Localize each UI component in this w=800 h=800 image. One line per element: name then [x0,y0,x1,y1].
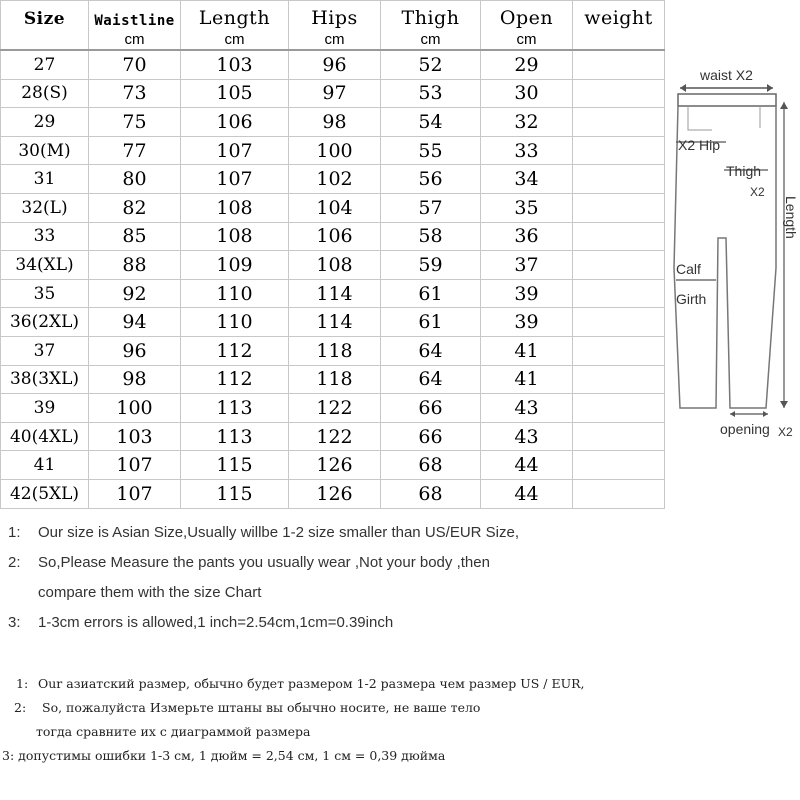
cell-thigh: 61 [381,279,481,308]
cell-open: 37 [481,251,573,280]
cell-waistline: 107 [89,479,181,508]
notes-russian [2,673,788,769]
cell-thigh: 52 [381,50,481,79]
cell-waistline: 82 [89,193,181,222]
cell-open: 39 [481,279,573,308]
note-en-3-number: 3: [8,614,21,631]
cell-hips: 100 [289,136,381,165]
table-row [1,336,665,365]
table-row [1,50,665,79]
header-hips: Hips [289,1,381,32]
cell-length: 115 [181,479,289,508]
cell-waistline: 73 [89,79,181,108]
cell-open: 34 [481,165,573,194]
cell-weight [573,136,665,165]
table-row [1,108,665,137]
note-ru-2-number: 2: [14,700,27,715]
cell-weight [573,108,665,137]
table-row [1,365,665,394]
table-body [1,50,665,508]
note-en-3 [8,612,788,642]
note-en-2-text: So,Please Measure the pants you usually wear ,Not your body ,then [38,554,490,571]
header-waistline: Waistline [89,1,181,32]
note-en-1 [8,522,788,552]
cell-length: 108 [181,222,289,251]
cell-thigh: 64 [381,365,481,394]
table-row [1,279,665,308]
waist-label: waist X2 [700,67,753,83]
cell-open: 41 [481,365,573,394]
cell-open: 33 [481,136,573,165]
table-row [1,479,665,508]
note-en-3-text: 1-3cm errors is allowed,1 inch=2.54cm,1cm=0.39inch [38,614,394,631]
length-label: Length [783,196,799,239]
table-row [1,451,665,480]
cell-weight [573,394,665,423]
unit-weight [573,31,665,50]
cell-hips: 126 [289,451,381,480]
unit-hips: cm [289,31,381,50]
cell-hips: 118 [289,336,381,365]
cell-weight [573,251,665,280]
cell-waistline: 92 [89,279,181,308]
table-row [1,136,665,165]
hip-label: X2 Hip [678,137,721,153]
cell-open: 36 [481,222,573,251]
header-weight: weight [573,1,665,32]
cell-waistline: 88 [89,251,181,280]
note-ru-3-text: допустимы ошибки 1-3 см, 1 дюйм = 2,54 см, 1 см = 0,39 дюйма [18,748,446,763]
cell-thigh: 68 [381,451,481,480]
cell-hips: 122 [289,394,381,423]
cell-length: 105 [181,79,289,108]
table-row [1,165,665,194]
cell-waistline: 103 [89,422,181,451]
header-thigh: Thigh [381,1,481,32]
opening-x2-label: X2 [778,425,793,439]
thigh-label: Thigh [726,163,762,179]
cell-hips: 114 [289,279,381,308]
cell-size: 41 [1,451,89,480]
cell-open: 30 [481,79,573,108]
cell-open: 39 [481,308,573,337]
notes-english [8,522,788,642]
note-ru-2 [8,697,788,721]
cell-thigh: 58 [381,222,481,251]
cell-size: 37 [1,336,89,365]
note-ru-3-number: 3: [2,748,15,763]
unit-size [1,31,89,50]
cell-thigh: 53 [381,79,481,108]
cell-weight [573,451,665,480]
cell-hips: 102 [289,165,381,194]
note-en-2 [8,552,788,582]
cell-length: 109 [181,251,289,280]
pants-diagram-svg [668,58,800,458]
cell-open: 43 [481,422,573,451]
cell-size: 32(L) [1,193,89,222]
note-ru-2-continued [8,721,788,745]
cell-hips: 98 [289,108,381,137]
cell-weight [573,336,665,365]
cell-open: 32 [481,108,573,137]
table-row [1,394,665,423]
cell-waistline: 85 [89,222,181,251]
cell-size: 30(M) [1,136,89,165]
cell-thigh: 61 [381,308,481,337]
header-size: Size [1,1,89,32]
opening-label: opening [720,421,770,437]
table-row [1,251,665,280]
note-ru-2-cont-text: тогда сравните их с диаграммой размера [36,724,311,739]
cell-size: 33 [1,222,89,251]
cell-weight [573,79,665,108]
cell-waistline: 100 [89,394,181,423]
cell-size: 38(3XL) [1,365,89,394]
note-en-2-cont-text: compare them with the size Chart [38,584,262,601]
cell-hips: 96 [289,50,381,79]
table-row [1,79,665,108]
cell-size: 35 [1,279,89,308]
cell-hips: 97 [289,79,381,108]
cell-weight [573,422,665,451]
cell-hips: 108 [289,251,381,280]
cell-weight [573,479,665,508]
cell-length: 107 [181,136,289,165]
cell-length: 108 [181,193,289,222]
cell-thigh: 54 [381,108,481,137]
table-row [1,308,665,337]
cell-hips: 114 [289,308,381,337]
cell-thigh: 64 [381,336,481,365]
cell-thigh: 55 [381,136,481,165]
cell-waistline: 80 [89,165,181,194]
cell-thigh: 66 [381,394,481,423]
cell-waistline: 96 [89,336,181,365]
header-length: Length [181,1,289,32]
unit-open: cm [481,31,573,50]
cell-length: 110 [181,308,289,337]
note-ru-1-text: Our азиатский размер, обычно будет размером 1-2 размера чем размер US / EUR, [38,676,585,691]
cell-length: 113 [181,422,289,451]
cell-size: 27 [1,50,89,79]
cell-open: 29 [481,50,573,79]
cell-length: 112 [181,336,289,365]
cell-waistline: 70 [89,50,181,79]
cell-weight [573,308,665,337]
cell-open: 35 [481,193,573,222]
cell-length: 115 [181,451,289,480]
cell-size: 28(S) [1,79,89,108]
girth-label: Girth [676,291,707,307]
waistband-shape [678,94,776,106]
note-en-1-number: 1: [8,524,21,541]
cell-hips: 106 [289,222,381,251]
table-row [1,193,665,222]
cell-weight [573,222,665,251]
cell-size: 40(4XL) [1,422,89,451]
cell-hips: 104 [289,193,381,222]
calf-label: Calf [676,261,701,277]
cell-weight [573,165,665,194]
note-en-2-continued [8,582,788,612]
table-unit-row [1,31,665,50]
cell-weight [573,279,665,308]
cell-weight [573,193,665,222]
cell-hips: 122 [289,422,381,451]
cell-length: 106 [181,108,289,137]
pocket-seam [688,106,712,130]
cell-open: 44 [481,451,573,480]
cell-size: 29 [1,108,89,137]
cell-thigh: 57 [381,193,481,222]
cell-waistline: 98 [89,365,181,394]
pants-measurement-diagram [668,58,800,458]
note-ru-1-number: 1: [16,676,29,691]
unit-waistline: cm [89,31,181,50]
table-row [1,222,665,251]
cell-length: 112 [181,365,289,394]
cell-size: 42(5XL) [1,479,89,508]
note-ru-2-text: So, пожалуйста Измерьте штаны вы обычно носите, не ваше тело [42,700,481,715]
cell-weight [573,50,665,79]
cell-open: 44 [481,479,573,508]
note-en-2-number: 2: [8,554,21,571]
cell-hips: 126 [289,479,381,508]
cell-hips: 118 [289,365,381,394]
cell-waistline: 75 [89,108,181,137]
cell-weight [573,365,665,394]
cell-open: 43 [481,394,573,423]
cell-thigh: 59 [381,251,481,280]
cell-size: 34(XL) [1,251,89,280]
cell-waistline: 94 [89,308,181,337]
cell-length: 103 [181,50,289,79]
note-ru-3 [2,745,788,769]
cell-length: 113 [181,394,289,423]
header-open: Open [481,1,573,32]
cell-thigh: 68 [381,479,481,508]
cell-size: 39 [1,394,89,423]
cell-length: 110 [181,279,289,308]
thigh-x2-label: X2 [750,185,765,199]
cell-waistline: 77 [89,136,181,165]
cell-thigh: 66 [381,422,481,451]
cell-thigh: 56 [381,165,481,194]
table-header-row [1,1,665,32]
cell-size: 31 [1,165,89,194]
table-row [1,422,665,451]
cell-length: 107 [181,165,289,194]
cell-size: 36(2XL) [1,308,89,337]
unit-length: cm [181,31,289,50]
note-en-1-text: Our size is Asian Size,Usually willbe 1-2 size smaller than US/EUR Size, [38,524,520,541]
note-ru-1 [8,673,788,697]
cell-open: 41 [481,336,573,365]
unit-thigh: cm [381,31,481,50]
cell-waistline: 107 [89,451,181,480]
